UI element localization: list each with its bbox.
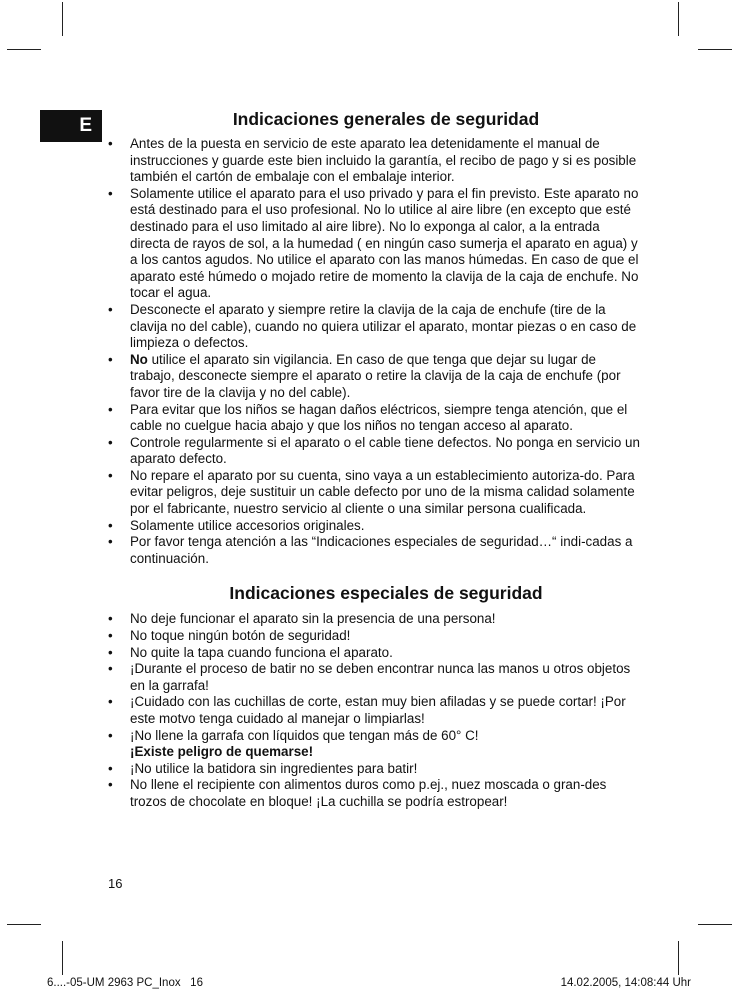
list-item: • Desconecte el aparato y siempre retire la clavija de la caja de enchufe (tire de la clavija no del cable), cuando no quiera utilizar el aparato, montar piezas o en caso de limpieza o defectos. <box>108 302 640 352</box>
list-item: • No quite la tapa cuando funciona el aparato. <box>108 645 640 662</box>
list-item: • ¡No utilice la batidora sin ingredientes para batir! <box>108 761 640 778</box>
crop-mark <box>62 2 63 36</box>
page-number: 16 <box>108 876 123 891</box>
language-tab: E <box>40 110 102 142</box>
list-item <box>108 728 640 761</box>
crop-mark <box>7 49 41 50</box>
list-item-text: utilice el aparato sin vigilancia. En caso de que tenga que dejar su lugar de trabajo, desconecte siempre el aparato o retire la clavija de la caja de enchufe (por favor tire de la clavija y no del cable). <box>130 351 621 400</box>
list-item-bold: ¡Existe peligro de quemarse! <box>130 744 314 760</box>
special-safety-list <box>108 611 640 810</box>
page-content <box>108 108 640 811</box>
crop-mark <box>698 924 732 925</box>
crop-mark <box>678 941 679 975</box>
list-item-bold: No <box>130 351 148 367</box>
crop-mark <box>698 49 732 50</box>
footer-timestamp: 14.02.2005, 14:08:44 Uhr <box>560 977 691 989</box>
list-item: • Para evitar que los niños se hagan daños eléctricos, siempre tenga atención, que el cable no cuelgue hacia abajo y que los niños no tengan acceso al aparato. <box>108 402 640 435</box>
crop-mark <box>678 2 679 36</box>
crop-mark <box>62 941 63 975</box>
list-item: • No repare el aparato por su cuenta, sino vaya a un establecimiento autoriza-do. Para evitar peligros, deje sustituir un cable defecto por uno de la misma calidad solamente por el fabricante, nuestro servicio al cliente o una similar persona cualificada. <box>108 468 640 518</box>
crop-mark <box>7 924 41 925</box>
list-item: • No toque ningún botón de seguridad! <box>108 628 640 645</box>
list-item: • Solamente utilice el aparato para el uso privado y para el fin previsto. Este aparato no está destinado para el uso profesional. No lo utilice al aire libre (en excepto que esté destinado para el uso limitado al aire libre). No lo exponga al calor, a la entrada directa de rayos de sol, a la humedad ( en ningún caso sumerja el aparato en agua) y a los cantos agudos. No utilice el aparato con las manos húmedas. En caso de que el aparato esté húmedo o mojado retire de momento la clavija de la caja de enchufe. No tocar el agua. <box>108 186 640 302</box>
footer-file-info: 6....-05-UM 2963 PC_Inox 16 <box>47 977 203 989</box>
list-item-text: ¡No llene la garrafa con líquidos que tengan más de 60° C! <box>130 727 479 743</box>
list-item: • No llene el recipiente con alimentos duros como p.ej., nuez moscada o gran-des trozos de chocolate en bloque! ¡La cuchilla se podría estropear! <box>108 777 640 810</box>
list-item: • Por favor tenga atención a las “Indicaciones especiales de seguridad…“ indi-cadas a continuación. <box>108 534 640 567</box>
list-item: • Controle regularmente si el aparato o el cable tiene defectos. No ponga en servicio un aparato defecto. <box>108 435 640 468</box>
general-safety-title: Indicaciones generales de seguridad <box>232 109 540 129</box>
list-item <box>108 352 640 402</box>
special-safety-title: Indicaciones especiales de seguridad <box>229 583 543 604</box>
list-item: • No deje funcionar el aparato sin la presencia de una persona! <box>108 611 640 628</box>
general-safety-list <box>108 136 640 567</box>
list-item: • ¡Durante el proceso de batir no se deben encontrar nunca las manos u otros objetos en la garrafa! <box>108 661 640 694</box>
list-item: • Solamente utilice accesorios originales. <box>108 518 640 535</box>
list-item: • Antes de la puesta en servicio de este aparato lea detenidamente el manual de instrucciones y guarde este bien incluido la garantía, el recibo de pago y si es posible también el cartón de embalaje con el embalaje interior. <box>108 136 640 186</box>
list-item: • ¡Cuidado con las cuchillas de corte, estan muy bien afiladas y se puede cortar! ¡Por este motvo tenga cuidado al manejar o limpiarlas! <box>108 694 640 727</box>
